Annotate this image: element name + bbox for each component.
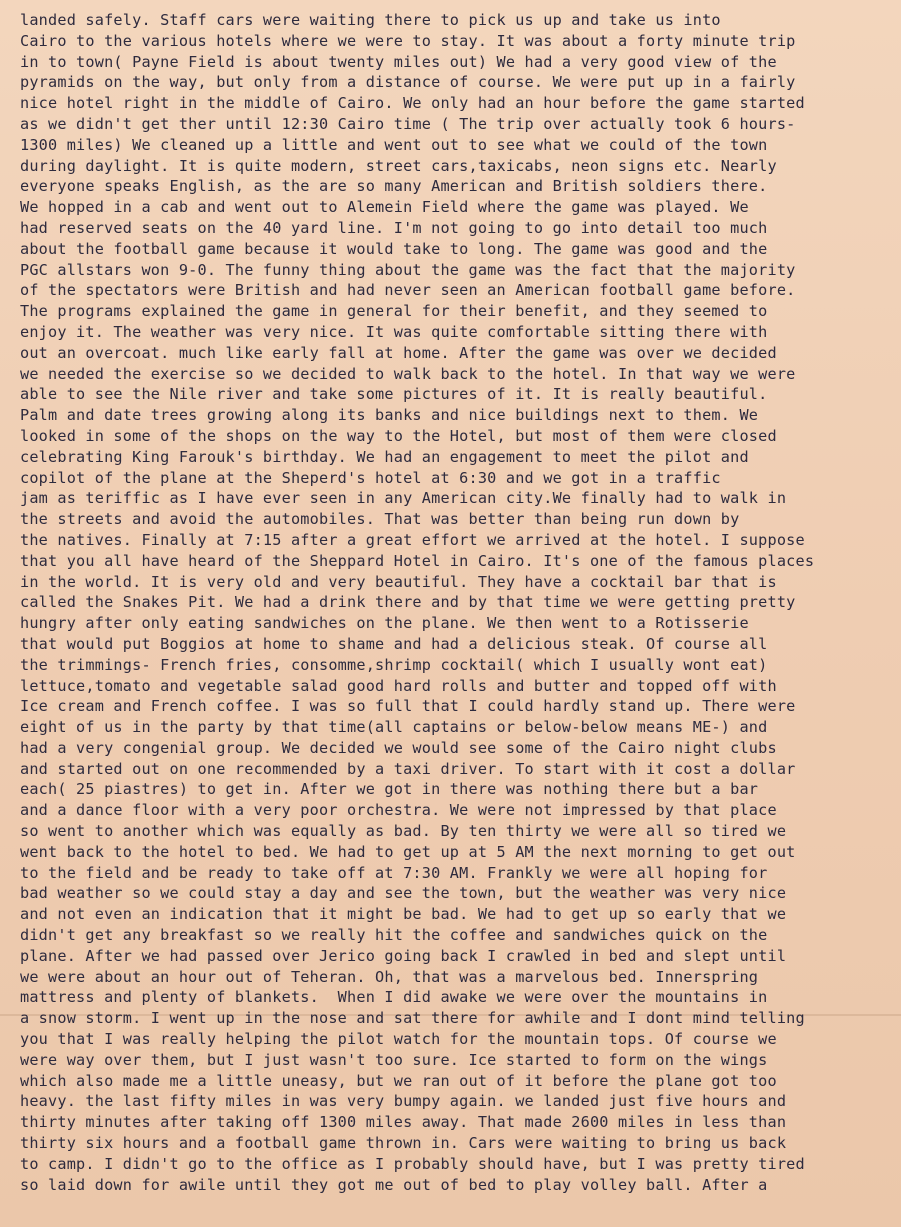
letter-line: 1300 miles) We cleaned up a little and went out to see what we could of the town — [20, 135, 768, 154]
letter-line: about the football game because it would take to long. The game was good and the — [20, 239, 768, 258]
letter-line: thirty six hours and a football game thrown in. Cars were waiting to bring us back — [20, 1134, 787, 1153]
letter-line: Cairo to the various hotels where we were to stay. It was about a forty minute trip — [20, 31, 796, 50]
letter-line: PGC allstars won 9-0. The funny thing about the game was the fact that the majority — [20, 260, 796, 279]
letter-line: Palm and date trees growing along its banks and nice buildings next to them. We — [20, 406, 759, 425]
letter-line: out an overcoat. much like early fall at home. After the game was over we decided — [20, 343, 777, 362]
letter-line: during daylight. It is quite modern, street cars,taxicabs, neon signs etc. Nearly — [20, 156, 777, 175]
letter-line: had a very congenial group. We decided we would see some of the Cairo night clubs — [20, 738, 777, 757]
letter-line: thirty minutes after taking off 1300 miles away. That made 2600 miles in less than — [20, 1113, 787, 1132]
letter-line: we needed the exercise so we decided to walk back to the hotel. In that way we were — [20, 364, 796, 383]
letter-line: and started out on one recommended by a taxi driver. To start with it cost a dollar — [20, 759, 796, 778]
letter-line: celebrating King Farouk's birthday. We had an engagement to meet the pilot and — [20, 447, 749, 466]
letter-line: which also made me a little uneasy, but we ran out of it before the plane got too — [20, 1071, 777, 1090]
letter-line: a snow storm. I went up in the nose and sat there for awhile and I dont mind telling — [20, 1009, 805, 1028]
letter-line: We hopped in a cab and went out to Alemein Field where the game was played. We — [20, 198, 749, 217]
letter-line: heavy. the last fifty miles in was very bumpy again. we landed just five hours and — [20, 1092, 787, 1111]
letter-line: called the Snakes Pit. We had a drink there and by that time we were getting pretty — [20, 593, 796, 612]
letter-line: nice hotel right in the middle of Cairo. We only had an hour before the game started — [20, 94, 805, 113]
letter-line: jam as teriffic as I have ever seen in any American city.We finally had to walk in — [20, 489, 787, 508]
letter-line: in the world. It is very old and very beautiful. They have a cocktail bar that is — [20, 572, 777, 591]
letter-line: bad weather so we could stay a day and see the town, but the weather was very nice — [20, 884, 787, 903]
letter-line: Ice cream and French coffee. I was so full that I could hardly stand up. There were — [20, 697, 796, 716]
letter-line: each( 25 piastres) to get in. After we got in there was nothing there but a bar — [20, 780, 759, 799]
letter-line: everyone speaks English, as the are so many American and British soldiers there. — [20, 177, 768, 196]
letter-line: and not even an indication that it might be bad. We had to get up so early that we — [20, 905, 787, 924]
letter-line: eight of us in the party by that time(all captains or below-below means ME-) and — [20, 718, 768, 737]
letter-line: were way over them, but I just wasn't too sure. Ice started to form on the wings — [20, 1050, 768, 1069]
letter-line: copilot of the plane at the Sheperd's hotel at 6:30 and we got in a traffic — [20, 468, 721, 487]
letter-line: pyramids on the way, but only from a distance of course. We were put up in a fairly — [20, 73, 796, 92]
letter-line: that you all have heard of the Sheppard Hotel in Cairo. It's one of the famous places — [20, 551, 815, 570]
letter-line: to the field and be ready to take off at 7:30 AM. Frankly we were all hoping for — [20, 863, 768, 882]
letter-line: you that I was really helping the pilot watch for the mountain tops. Of course we — [20, 1030, 777, 1049]
letter-line: the trimmings- French fries, consomme,shrimp cocktail( which I usually wont eat) — [20, 655, 768, 674]
letter-line: lettuce,tomato and vegetable salad good hard rolls and butter and topped off with — [20, 676, 777, 695]
letter-line: mattress and plenty of blankets. When I did awake we were over the mountains in — [20, 988, 768, 1007]
letter-line: went back to the hotel to bed. We had to get up at 5 AM the next morning to get out — [20, 842, 796, 861]
letter-line: The programs explained the game in general for their benefit, and they seemed to — [20, 302, 768, 321]
letter-line: and a dance floor with a very poor orchestra. We were not impressed by that place — [20, 801, 777, 820]
letter-line: so laid down for awile until they got me out of bed to play volley ball. After a — [20, 1175, 768, 1194]
letter-line: we were about an hour out of Teheran. Oh, that was a marvelous bed. Innerspring — [20, 967, 759, 986]
letter-line: as we didn't get ther until 12:30 Cairo time ( The trip over actually took 6 hours- — [20, 114, 796, 133]
letter-line: so went to another which was equally as bad. By ten thirty we were all so tired we — [20, 822, 787, 841]
letter-line: to camp. I didn't go to the office as I probably should have, but I was pretty tired — [20, 1154, 805, 1173]
letter-line: didn't get any breakfast so we really hit the coffee and sandwiches quick on the — [20, 926, 768, 945]
letter-line: landed safely. Staff cars were waiting there to pick us up and take us into — [20, 11, 721, 29]
letter-line: hungry after only eating sandwiches on the plane. We then went to a Rotisserie — [20, 614, 749, 633]
letter-line: looked in some of the shops on the way to the Hotel, but most of them were closed — [20, 426, 777, 445]
letter-line: that would put Boggios at home to shame and had a delicious steak. Of course all — [20, 634, 768, 653]
letter-line: the natives. Finally at 7:15 after a great effort we arrived at the hotel. I suppose — [20, 530, 805, 549]
letter-line: had reserved seats on the 40 yard line. I'm not going to go into detail too much — [20, 218, 768, 237]
letter-line: plane. After we had passed over Jerico going back I crawled in bed and slept until — [20, 946, 787, 965]
letter-line: able to see the Nile river and take some pictures of it. It is really beautiful. — [20, 385, 768, 404]
letter-body — [20, 10, 890, 1195]
letter-line: enjoy it. The weather was very nice. It was quite comfortable sitting there with — [20, 322, 768, 341]
letter-line: the streets and avoid the automobiles. That was better than being run down by — [20, 510, 740, 529]
letter-line: in to town( Payne Field is about twenty miles out) We had a very good view of the — [20, 52, 777, 71]
letter-line: of the spectators were British and had never seen an American football game before. — [20, 281, 796, 300]
